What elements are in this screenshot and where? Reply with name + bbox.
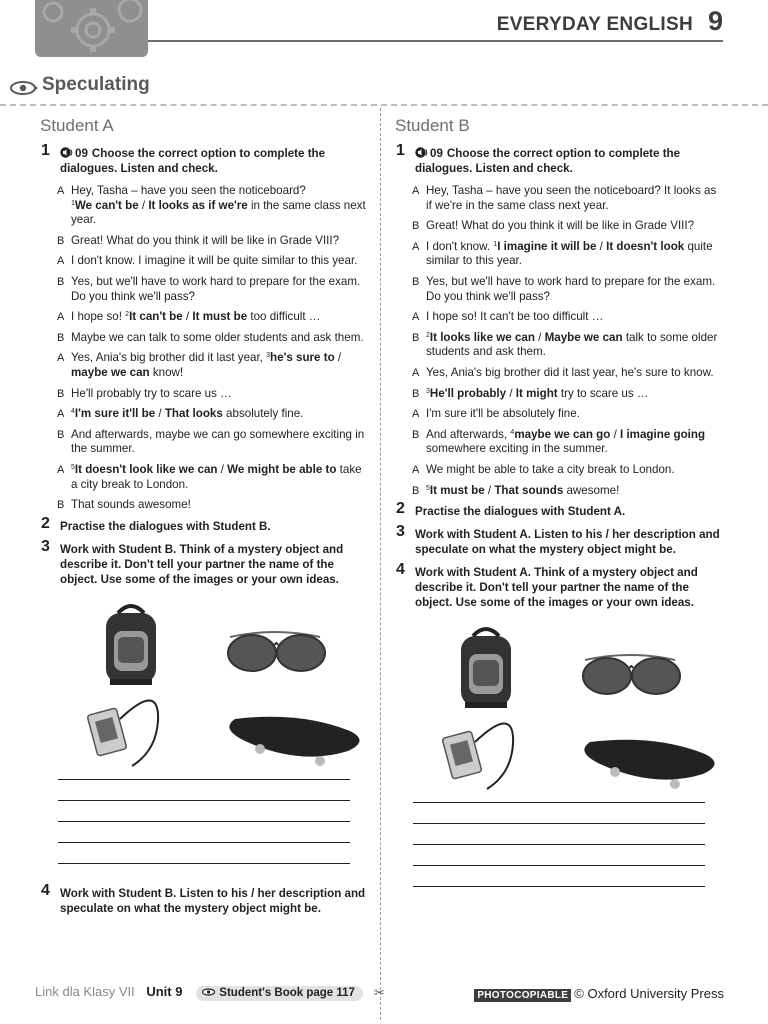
dialogue-line	[412, 240, 725, 269]
task-1	[40, 142, 370, 176]
writing-lines	[413, 802, 705, 907]
backpack-image	[461, 629, 511, 708]
write-line[interactable]	[413, 886, 705, 907]
speaker-label: A	[57, 185, 65, 197]
task-3	[395, 523, 725, 557]
dialogue-line	[412, 463, 725, 478]
dialogue-text: $^5$It doesn't look like we can / We might be able to take a city break to London.	[71, 462, 362, 491]
speaker-label: A	[412, 185, 420, 197]
object-images	[70, 601, 380, 771]
dialogue-b	[412, 184, 725, 498]
dialogue-text: I hope so! $^2$It can't be / It must be too difficult …	[71, 310, 321, 324]
dialogue-line	[57, 351, 370, 380]
task-text: Choose the correct option to complete the dialogues. Listen and check.	[60, 147, 326, 175]
task-number: 4	[396, 561, 405, 579]
task-2	[395, 500, 725, 519]
task-1	[395, 142, 725, 176]
speaker-label: A	[57, 408, 65, 421]
dialogue-text: Yes, Ania's big brother did it last year, he's sure to know.	[426, 365, 714, 379]
task-number: 3	[396, 523, 405, 541]
task-number: 1	[396, 142, 405, 159]
book-ref-badge[interactable]	[196, 986, 363, 1001]
dialogue-line	[57, 387, 370, 402]
task-text: Work with Student B. Think of a mystery object and describe it. Don't tell your partner the name of the object. Use some of the images or your own ideas.	[60, 542, 344, 586]
dialogue-line	[57, 254, 370, 269]
speaker-label: B	[57, 499, 65, 512]
speaker-label: B	[412, 275, 420, 288]
speaker-label: A	[57, 255, 65, 268]
dialogue-text: He'll probably try to scare us …	[71, 386, 232, 400]
dialogue-line	[57, 275, 370, 304]
speaker-label: A	[412, 311, 420, 324]
solar-charger-image	[87, 700, 158, 766]
writing-lines	[58, 779, 350, 884]
dialogue-text: Yes, but we'll have to work hard to prepare for the exam. Do you think we'll pass?	[71, 274, 361, 303]
task-number: 4	[41, 881, 50, 899]
dialogue-line	[412, 428, 725, 457]
write-line[interactable]	[58, 842, 350, 863]
write-line[interactable]	[58, 821, 350, 842]
dialogue-text: $^3$He'll probably / It might try to scare us …	[426, 386, 649, 400]
speaker-label: B	[57, 428, 65, 441]
dialogue-line	[57, 498, 370, 513]
student-b-title: Student B	[395, 116, 470, 135]
footer-course: Link dla Klasy VII	[35, 984, 135, 999]
eye-icon	[202, 988, 216, 996]
dialogue-text: Hey, Tasha – have you seen the noticeboard? $^1$We can't be / It looks as if we're in the same class next year.	[71, 184, 366, 227]
speaker-label: B	[412, 220, 420, 233]
speaker-label: A	[412, 463, 420, 476]
cut-line	[380, 108, 381, 1020]
dialogue-line	[412, 484, 725, 499]
dialogue-text: Great! What do you think it will be like in Grade VIII?	[426, 219, 695, 233]
dialogue-text: Yes, but we'll have to work hard to prepare for the exam. Do you think we'll pass?	[426, 274, 716, 303]
dialogue-line	[57, 407, 370, 422]
speaker-label: A	[57, 463, 65, 476]
header-gear-tab	[35, 0, 148, 57]
dialogue-text: Great! What do you think it will be like in Grade VIII?	[71, 233, 340, 247]
dialogue-text: $^5$It must be / That sounds awesome!	[426, 483, 620, 497]
solar-charger-image	[442, 724, 513, 790]
task-number: 2	[41, 514, 50, 532]
book-ref-text: Student's Book page 117	[219, 987, 355, 999]
task-2	[40, 514, 370, 534]
task-text: Work with Student A. Listen to his / her description and speculate on what the mystery object might be.	[415, 528, 720, 557]
speaker-label: B	[57, 387, 65, 400]
speaker-label: B	[57, 234, 65, 247]
dialogue-text: Yes, Ania's big brother did it last year, $^3$he's sure to / maybe we can know!	[71, 351, 342, 379]
sunglasses-image	[228, 632, 325, 671]
dialogue-line	[412, 366, 725, 381]
speaker-label: A	[57, 352, 65, 365]
eye-icon	[10, 81, 38, 95]
write-line[interactable]	[413, 823, 705, 844]
dialogue-text: $^4$I'm sure it'll be / That looks absolutely fine.	[71, 407, 304, 421]
dialogue-text: Hey, Tasha – have you seen the noticeboard? It looks as if we're in the same class next year.	[426, 184, 717, 212]
task-text: Practise the dialogues with Student B.	[60, 519, 271, 533]
dialogue-text: We might be able to take a city break to London.	[426, 462, 675, 476]
speaker-label: B	[412, 331, 420, 344]
dialogue-line	[412, 387, 725, 402]
write-line[interactable]	[58, 779, 350, 800]
write-line[interactable]	[58, 800, 350, 821]
dialogue-line	[412, 275, 725, 304]
task-number: 1	[41, 142, 50, 159]
speaker-label: A	[57, 311, 65, 324]
dialogue-line	[412, 219, 725, 234]
dialogue-line	[57, 463, 370, 492]
dialogue-line	[412, 331, 725, 360]
gear-icon	[35, 0, 148, 57]
speaker-label: B	[412, 428, 420, 441]
student-a-column	[40, 116, 370, 924]
student-a-title: Student A	[40, 116, 114, 135]
task-text: Work with Student B. Listen to his / her description and speculate on what the mystery object might be.	[60, 886, 366, 915]
skateboard-image	[584, 740, 714, 789]
unit-number: 9	[707, 6, 723, 36]
task-number: 3	[41, 537, 50, 555]
task-text: Work with Student A. Think of a mystery object and describe it. Don't tell your partner the name of the object. Use some of the images or your own ideas.	[415, 566, 698, 610]
dialogue-line	[412, 184, 725, 213]
task-number: 2	[396, 500, 405, 518]
write-line[interactable]	[413, 844, 705, 865]
object-images	[425, 624, 735, 794]
copyright-line	[474, 986, 724, 1001]
task-text: Choose the correct option to complete the dialogues. Listen and check.	[415, 147, 681, 175]
task-4	[40, 881, 370, 916]
write-line[interactable]	[413, 802, 705, 823]
dialogue-line	[57, 331, 370, 346]
dialogue-text: And afterwards, $^4$maybe we can go / I imagine going somewhere exciting in the summer.	[426, 427, 706, 456]
speaker-label: B	[57, 331, 65, 344]
audio-icon	[60, 147, 73, 158]
dialogue-line	[57, 184, 370, 228]
audio-icon	[415, 147, 428, 158]
backpack-image	[106, 606, 156, 685]
dialogue-text: That sounds awesome!	[71, 498, 191, 512]
scissors-icon: ✂	[374, 986, 385, 1001]
dialogue-line	[412, 310, 725, 325]
speaker-label: A	[412, 366, 420, 379]
sunglasses-image	[583, 655, 680, 694]
task-3	[40, 537, 370, 587]
section-title: Speculating	[42, 74, 150, 95]
dialogue-line	[412, 407, 725, 422]
dialogue-text: $^2$It looks like we can / Maybe we can talk to some older students and ask them.	[426, 330, 718, 359]
dialogue-line	[57, 234, 370, 249]
audio-track: 09	[75, 147, 88, 160]
task-4	[395, 561, 725, 610]
speaker-label: A	[412, 408, 420, 421]
speaker-label: B	[412, 387, 420, 400]
speaker-label: A	[412, 240, 420, 253]
dialogue-text: I don't know. $^1$I imagine it will be / It doesn't look quite similar to this year.	[426, 239, 713, 268]
speaker-label: B	[57, 275, 65, 288]
write-line[interactable]	[413, 865, 705, 886]
dialogue-line	[57, 310, 370, 325]
header-title: EVERYDAY ENGLISH	[496, 14, 693, 35]
write-line[interactable]	[58, 863, 350, 884]
speaker-label: B	[412, 484, 420, 497]
copyright-text: © Oxford University Press	[574, 986, 724, 1001]
student-b-column	[395, 116, 725, 907]
dialogue-text: I don't know. I imagine it will be quite similar to this year.	[71, 254, 358, 268]
photocopiable-badge: PHOTOCOPIABLE	[474, 989, 571, 1002]
footer	[35, 984, 363, 1001]
footer-unit: Unit 9	[146, 984, 183, 999]
audio-track: 09	[430, 147, 443, 160]
header-rule	[148, 40, 723, 42]
task-text: Practise the dialogues with Student A.	[415, 505, 626, 519]
dialogue-text: I hope so! It can't be too difficult …	[426, 310, 604, 324]
dialogue-text: And afterwards, maybe we can go somewhere exciting in the summer.	[71, 427, 365, 456]
dialogue-text: Maybe we can talk to some older students and ask them.	[71, 330, 364, 344]
dialogue-text: I'm sure it'll be absolutely fine.	[426, 407, 580, 421]
dialogue-line	[57, 428, 370, 457]
skateboard-image	[229, 716, 359, 765]
dialogue-a	[57, 184, 370, 513]
section-divider	[0, 104, 768, 106]
